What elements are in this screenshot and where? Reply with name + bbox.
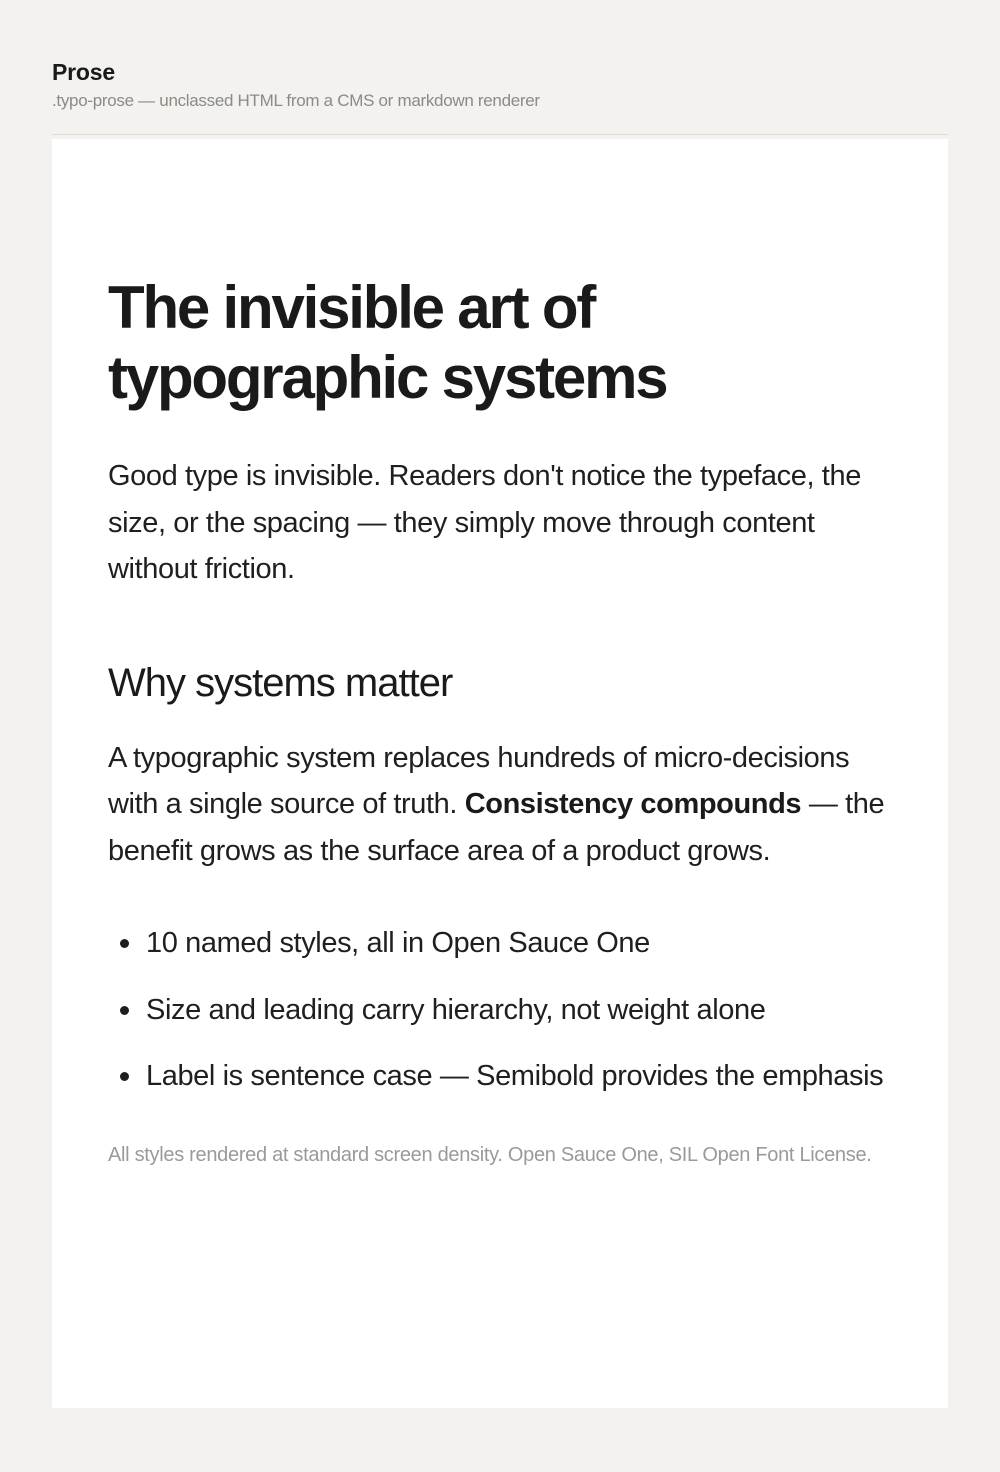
bullet-icon bbox=[120, 939, 129, 948]
article-body-emphasis: Consistency compounds bbox=[464, 788, 802, 820]
article-list bbox=[108, 920, 898, 1100]
list-item-text: Size and leading carry hierarchy, not weight alone bbox=[146, 993, 766, 1026]
prose-preview-card bbox=[52, 139, 948, 1408]
article-footnote: All styles rendered at standard screen density. Open Sauce One, SIL Open Font License. bbox=[108, 1143, 872, 1166]
list-item bbox=[108, 987, 898, 1034]
section-divider bbox=[52, 134, 948, 135]
article-lead: Good type is invisible. Readers don't notice the typeface, the size, or the spacing — they simply move through content without friction. bbox=[108, 460, 861, 585]
prose-content bbox=[108, 273, 898, 1169]
article-subheading: Why systems matter bbox=[108, 660, 453, 705]
article-body-text: A typographic system replaces hundreds of micro-decisions with a single source of truth. bbox=[108, 741, 850, 820]
section-subtitle: .typo-prose — unclassed HTML from a CMS or markdown renderer bbox=[52, 91, 540, 110]
list-item bbox=[108, 920, 898, 967]
list-item-text: Label is sentence case — Semibold provides the emphasis bbox=[146, 1060, 884, 1092]
bullet-icon bbox=[120, 1072, 129, 1081]
list-item-text: 10 named styles, all in Open Sauce One bbox=[146, 927, 650, 959]
article-heading: The invisible art of typographic systems bbox=[108, 274, 667, 411]
bullet-icon bbox=[120, 1006, 129, 1015]
list-item bbox=[108, 1053, 898, 1100]
article-body-text-continued: — the benefit grows as the surface area of a product grows. bbox=[108, 788, 885, 867]
article-body bbox=[108, 735, 898, 875]
section-header bbox=[52, 58, 948, 112]
section-title: Prose bbox=[52, 59, 115, 85]
